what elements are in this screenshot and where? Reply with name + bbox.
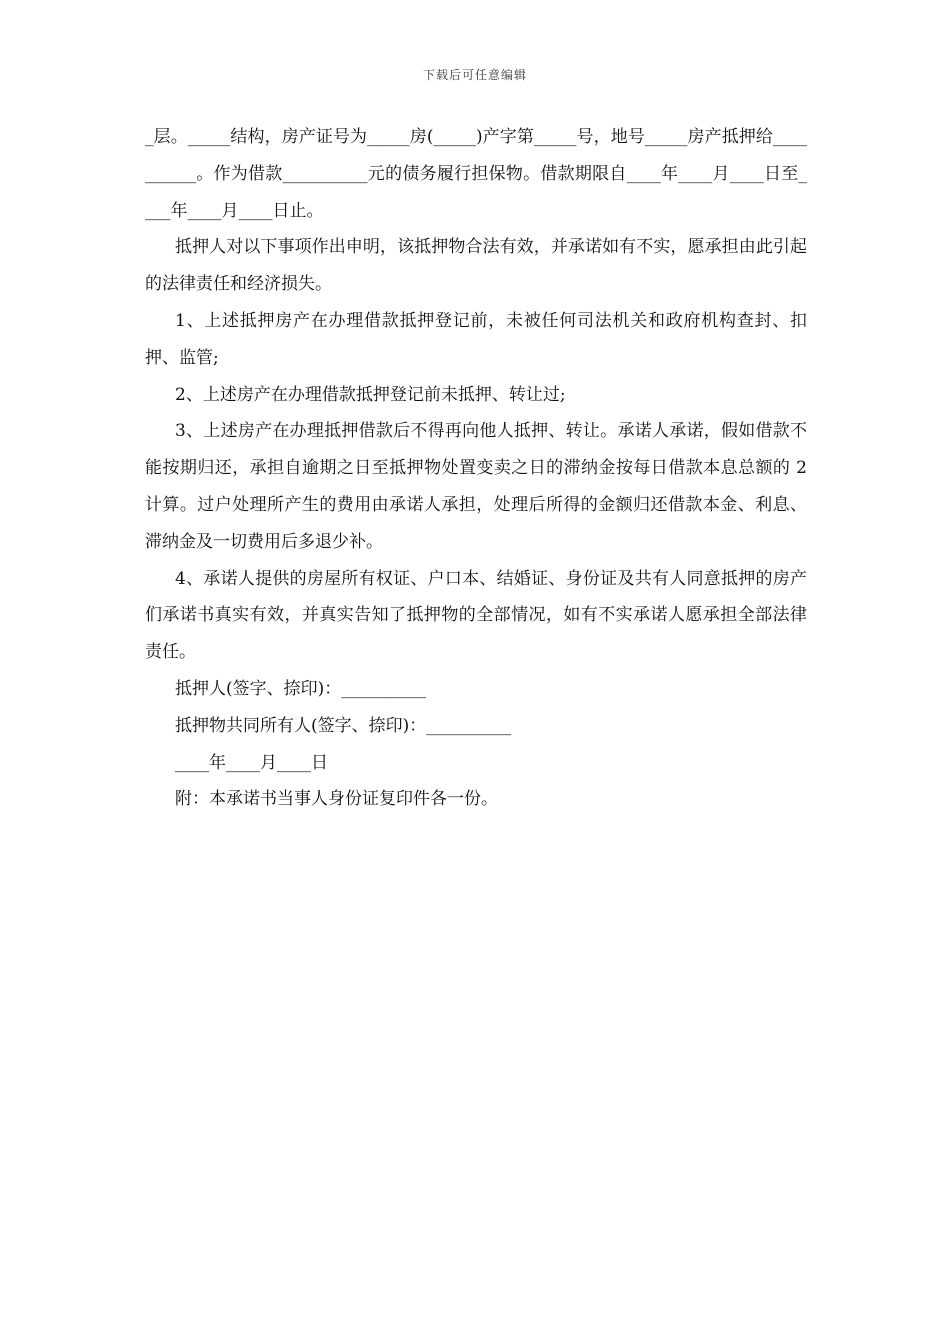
paragraph-item-3: 3、上述房产在办理抵押借款后不得再向他人抵押、转让。承诺人承诺，假如借款不能按期归还，承担自逾期之日至抵押物处置变卖之日的滞纳金按每日借款本息总额的 2 计算。过户处理所产生的费用由承诺人承担，处理后所得的金额归还借款本金、利息、滞纳金及一切费用后多退少补。 <box>145 421 807 552</box>
attachment-note: 附：本承诺书当事人身份证复印件各一份。 <box>175 789 498 810</box>
paragraph-property-details: _层。_____结构，房产证号为_____房(_____)产字第_____号，地号_____房产抵押给__________。作为借款__________元的债务履行担保物。借款期限自____年____月____日至____年____月____日止。 <box>145 127 807 221</box>
header-note: 下载后可任意编辑 <box>422 68 527 82</box>
paragraph-item-4: 4、承诺人提供的房屋所有权证、户口本、结婚证、身份证及共有人同意抵押的房产们承诺书真实有效，并真实告知了抵押物的全部情况，如有不实承诺人愿承担全部法律责任。 <box>145 568 807 663</box>
paragraph-item-1: 1、上述抵押房产在办理借款抵押登记前，未被任何司法机关和政府机构查封、扣押、监管; <box>145 310 807 368</box>
co-owner-signature-line: 抵押物共同所有人(签字、捺印)：__________ <box>175 715 512 736</box>
mortgagor-signature-line: 抵押人(签字、捺印)：__________ <box>175 678 427 699</box>
date-line: ____年____月____日 <box>175 752 328 773</box>
document-body <box>145 119 807 818</box>
paragraph-item-2: 2、上述房产在办理借款抵押登记前未抵押、转让过; <box>175 384 566 405</box>
paragraph-declaration: 抵押人对以下事项作出申明，该抵押物合法有效，并承诺如有不实，愿承担由此引起的法律责任和经济损失。 <box>145 237 807 295</box>
